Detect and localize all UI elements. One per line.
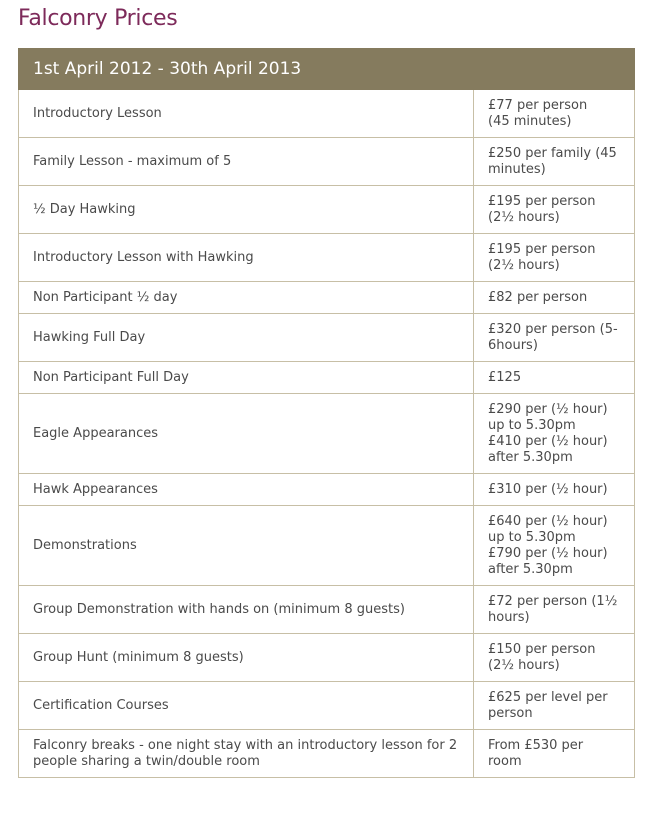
table-row [19,682,635,730]
service-name: Introductory Lesson [19,90,474,138]
service-name: Introductory Lesson with Hawking [19,234,474,282]
table-row [19,506,635,586]
service-price: £82 per person [474,282,635,314]
service-price: £640 per (½ hour) up to 5.30pm £790 per (½ hour) after 5.30pm [474,506,635,586]
service-name: Group Demonstration with hands on (minimum 8 guests) [19,586,474,634]
service-price: £125 [474,362,635,394]
table-row [19,362,635,394]
table-row [19,586,635,634]
service-name: Group Hunt (minimum 8 guests) [19,634,474,682]
table-header-row [19,49,635,90]
service-name: Demonstrations [19,506,474,586]
table-row [19,90,635,138]
table-row [19,186,635,234]
service-price: £320 per person (5- 6hours) [474,314,635,362]
date-range-header: 1st April 2012 - 30th April 2013 [19,49,635,90]
service-name: Family Lesson - maximum of 5 [19,138,474,186]
service-price: £150 per person (2½ hours) [474,634,635,682]
table-row [19,394,635,474]
service-name: Hawk Appearances [19,474,474,506]
service-price: £77 per person (45 minutes) [474,90,635,138]
table-row [19,730,635,778]
service-name: Hawking Full Day [19,314,474,362]
service-name: ½ Day Hawking [19,186,474,234]
service-price: £290 per (½ hour) up to 5.30pm £410 per (½ hour) after 5.30pm [474,394,635,474]
service-price: £195 per person (2½ hours) [474,234,635,282]
service-name: Eagle Appearances [19,394,474,474]
table-row [19,314,635,362]
service-price: £625 per level per person [474,682,635,730]
table-row [19,634,635,682]
table-row [19,282,635,314]
service-price: £72 per person (1½ hours) [474,586,635,634]
table-row [19,138,635,186]
service-price: £310 per (½ hour) [474,474,635,506]
table-body [19,90,635,778]
table-row [19,234,635,282]
price-table [18,48,635,778]
service-price: £250 per family (45 minutes) [474,138,635,186]
service-name: Certification Courses [19,682,474,730]
service-name: Non Participant Full Day [19,362,474,394]
table-row [19,474,635,506]
service-price: From £530 per room [474,730,635,778]
service-name: Falconry breaks - one night stay with an introductory lesson for 2 people sharing a twin/double room [19,730,474,778]
service-name: Non Participant ½ day [19,282,474,314]
service-price: £195 per person (2½ hours) [474,186,635,234]
page-title: Falconry Prices [18,6,178,31]
